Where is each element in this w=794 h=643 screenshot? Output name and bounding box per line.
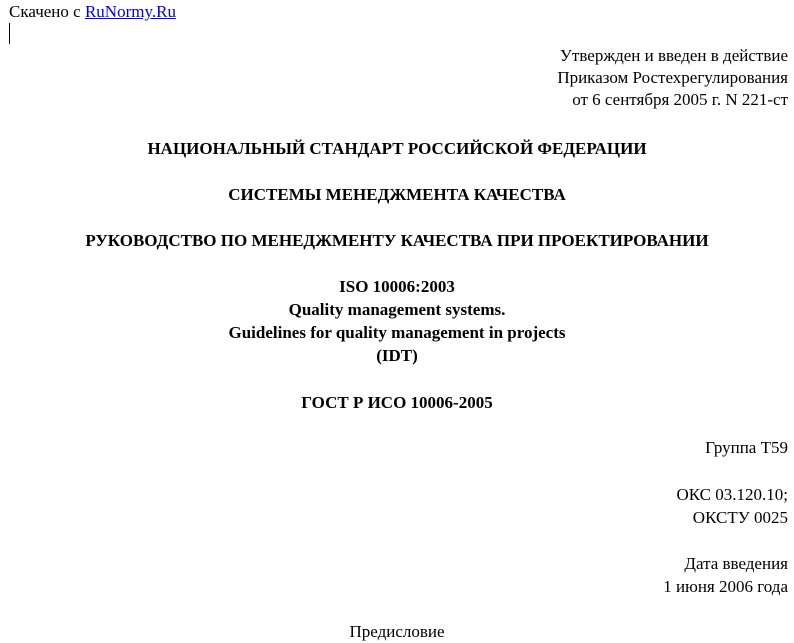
guide-title: РУКОВОДСТВО ПО МЕНЕДЖМЕНТУ КАЧЕСТВА ПРИ ПРОЕКТИРОВАНИИ — [85, 231, 709, 250]
preface-heading: Предисловие — [349, 622, 445, 641]
okstu-code: ОКСТУ 0025 — [692, 508, 788, 527]
oks-code: ОКС 03.120.10; — [676, 485, 788, 504]
gost-code: ГОСТ Р ИСО 10006-2005 — [301, 393, 493, 412]
group-block — [705, 436, 788, 459]
iso-code: ISO 10006:2003 — [339, 277, 455, 296]
iso-idt: (IDT) — [376, 346, 418, 365]
approval-block — [557, 45, 788, 111]
intro-date-label: Дата введения — [684, 554, 788, 573]
group-label: Группа Т59 — [705, 438, 788, 457]
national-standard-title: НАЦИОНАЛЬНЫЙ СТАНДАРТ РОССИЙСКОЙ ФЕДЕРАЦИИ — [147, 139, 647, 158]
approval-line: от 6 сентября 2005 г. N 221-ст — [572, 90, 788, 109]
system-title: СИСТЕМЫ МЕНЕДЖМЕНТА КАЧЕСТВА — [228, 185, 566, 204]
approval-line: Утвержден и введен в действие — [559, 46, 788, 65]
source-prefix: Скачено с — [9, 2, 81, 21]
intro-date-value: 1 июня 2006 года — [663, 577, 788, 596]
source-link[interactable]: RuNormy.Ru — [84, 2, 176, 21]
source-line — [9, 1, 176, 23]
iso-title-line: Quality management systems. — [288, 300, 506, 319]
approval-line: Приказом Ростехрегулирования — [557, 68, 788, 87]
intro-date-block — [663, 552, 788, 598]
text-cursor — [9, 23, 10, 44]
iso-title-line: Guidelines for quality management in projects — [228, 323, 566, 342]
classification-block — [676, 483, 788, 529]
iso-block — [0, 275, 794, 367]
